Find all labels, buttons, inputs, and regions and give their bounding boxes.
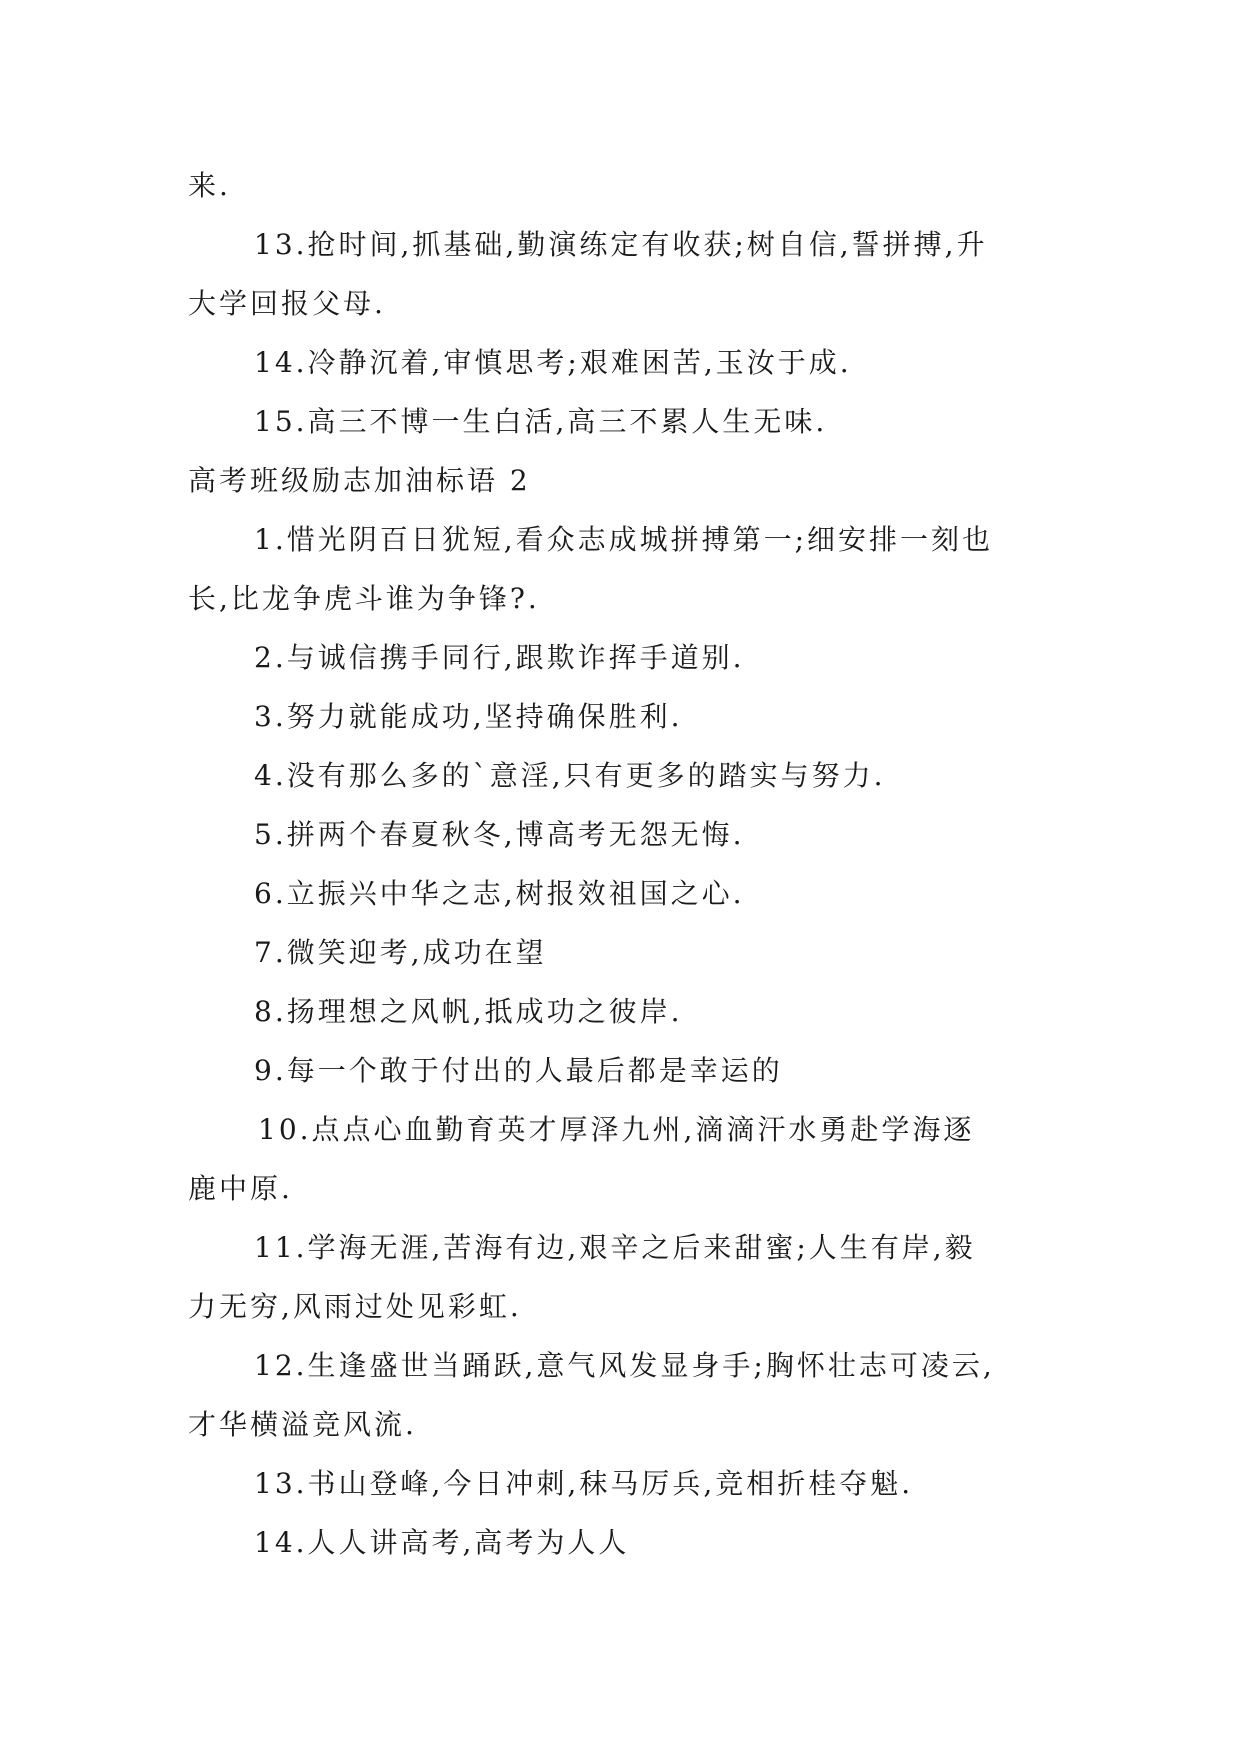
text-line: 1.惜光阴百日犹短,看众志成城拼搏第一;细安排一刻也 [254,523,994,556]
text-line: 5.拼两个春夏秋冬,博高考无怨无悔. [254,818,745,851]
text-line: 10.点点心血勤育英才厚泽九州,滴滴汗水勇赴学海逐 [258,1113,975,1146]
text-line: 14.冷静沉着,审慎思考;艰难困苦,玉汝于成. [254,346,852,379]
text-line: 大学回报父母. [188,287,386,320]
text-line: 8.扬理想之风帆,抵成功之彼岸. [254,995,683,1028]
text-line: 力无穷,风雨过处见彩虹. [188,1290,522,1323]
text-line: 来. [188,169,231,202]
text-line: 才华横溢竞风流. [188,1408,417,1441]
text-line: 鹿中原. [188,1172,293,1205]
text-line: 3.努力就能成功,坚持确保胜利. [254,700,683,733]
text-line: 9.每一个敢于付出的人最后都是幸运的 [254,1054,783,1087]
text-line: 13.抢时间,抓基础,勤演练定有收获;树自信,誓拼搏,升 [254,228,988,261]
text-line: 13.书山登峰,今日冲刺,秣马厉兵,竞相折桂夺魁. [254,1467,914,1500]
text-line: 11.学海无涯,苦海有边,艰辛之后来甜蜜;人生有岸,毅 [254,1231,976,1264]
text-line: 6.立振兴中华之志,树报效祖国之心. [254,877,745,910]
text-line: 长,比龙争虎斗谁为争锋?. [188,582,540,615]
text-line: 7.微笑迎考,成功在望 [254,936,547,969]
text-line: 14.人人讲高考,高考为人人 [254,1526,630,1559]
text-line: 12.生逢盛世当踊跃,意气风发显身手;胸怀壮志可凌云, [254,1349,995,1382]
text-line: 15.高三不博一生白活,高三不累人生无味. [254,405,828,438]
text-line: 2.与诚信携手同行,跟欺诈挥手道别. [254,641,745,674]
text-line: 4.没有那么多的`意淫,只有更多的踏实与努力. [254,759,886,792]
section-heading: 高考班级励志加油标语 2 [188,464,531,497]
